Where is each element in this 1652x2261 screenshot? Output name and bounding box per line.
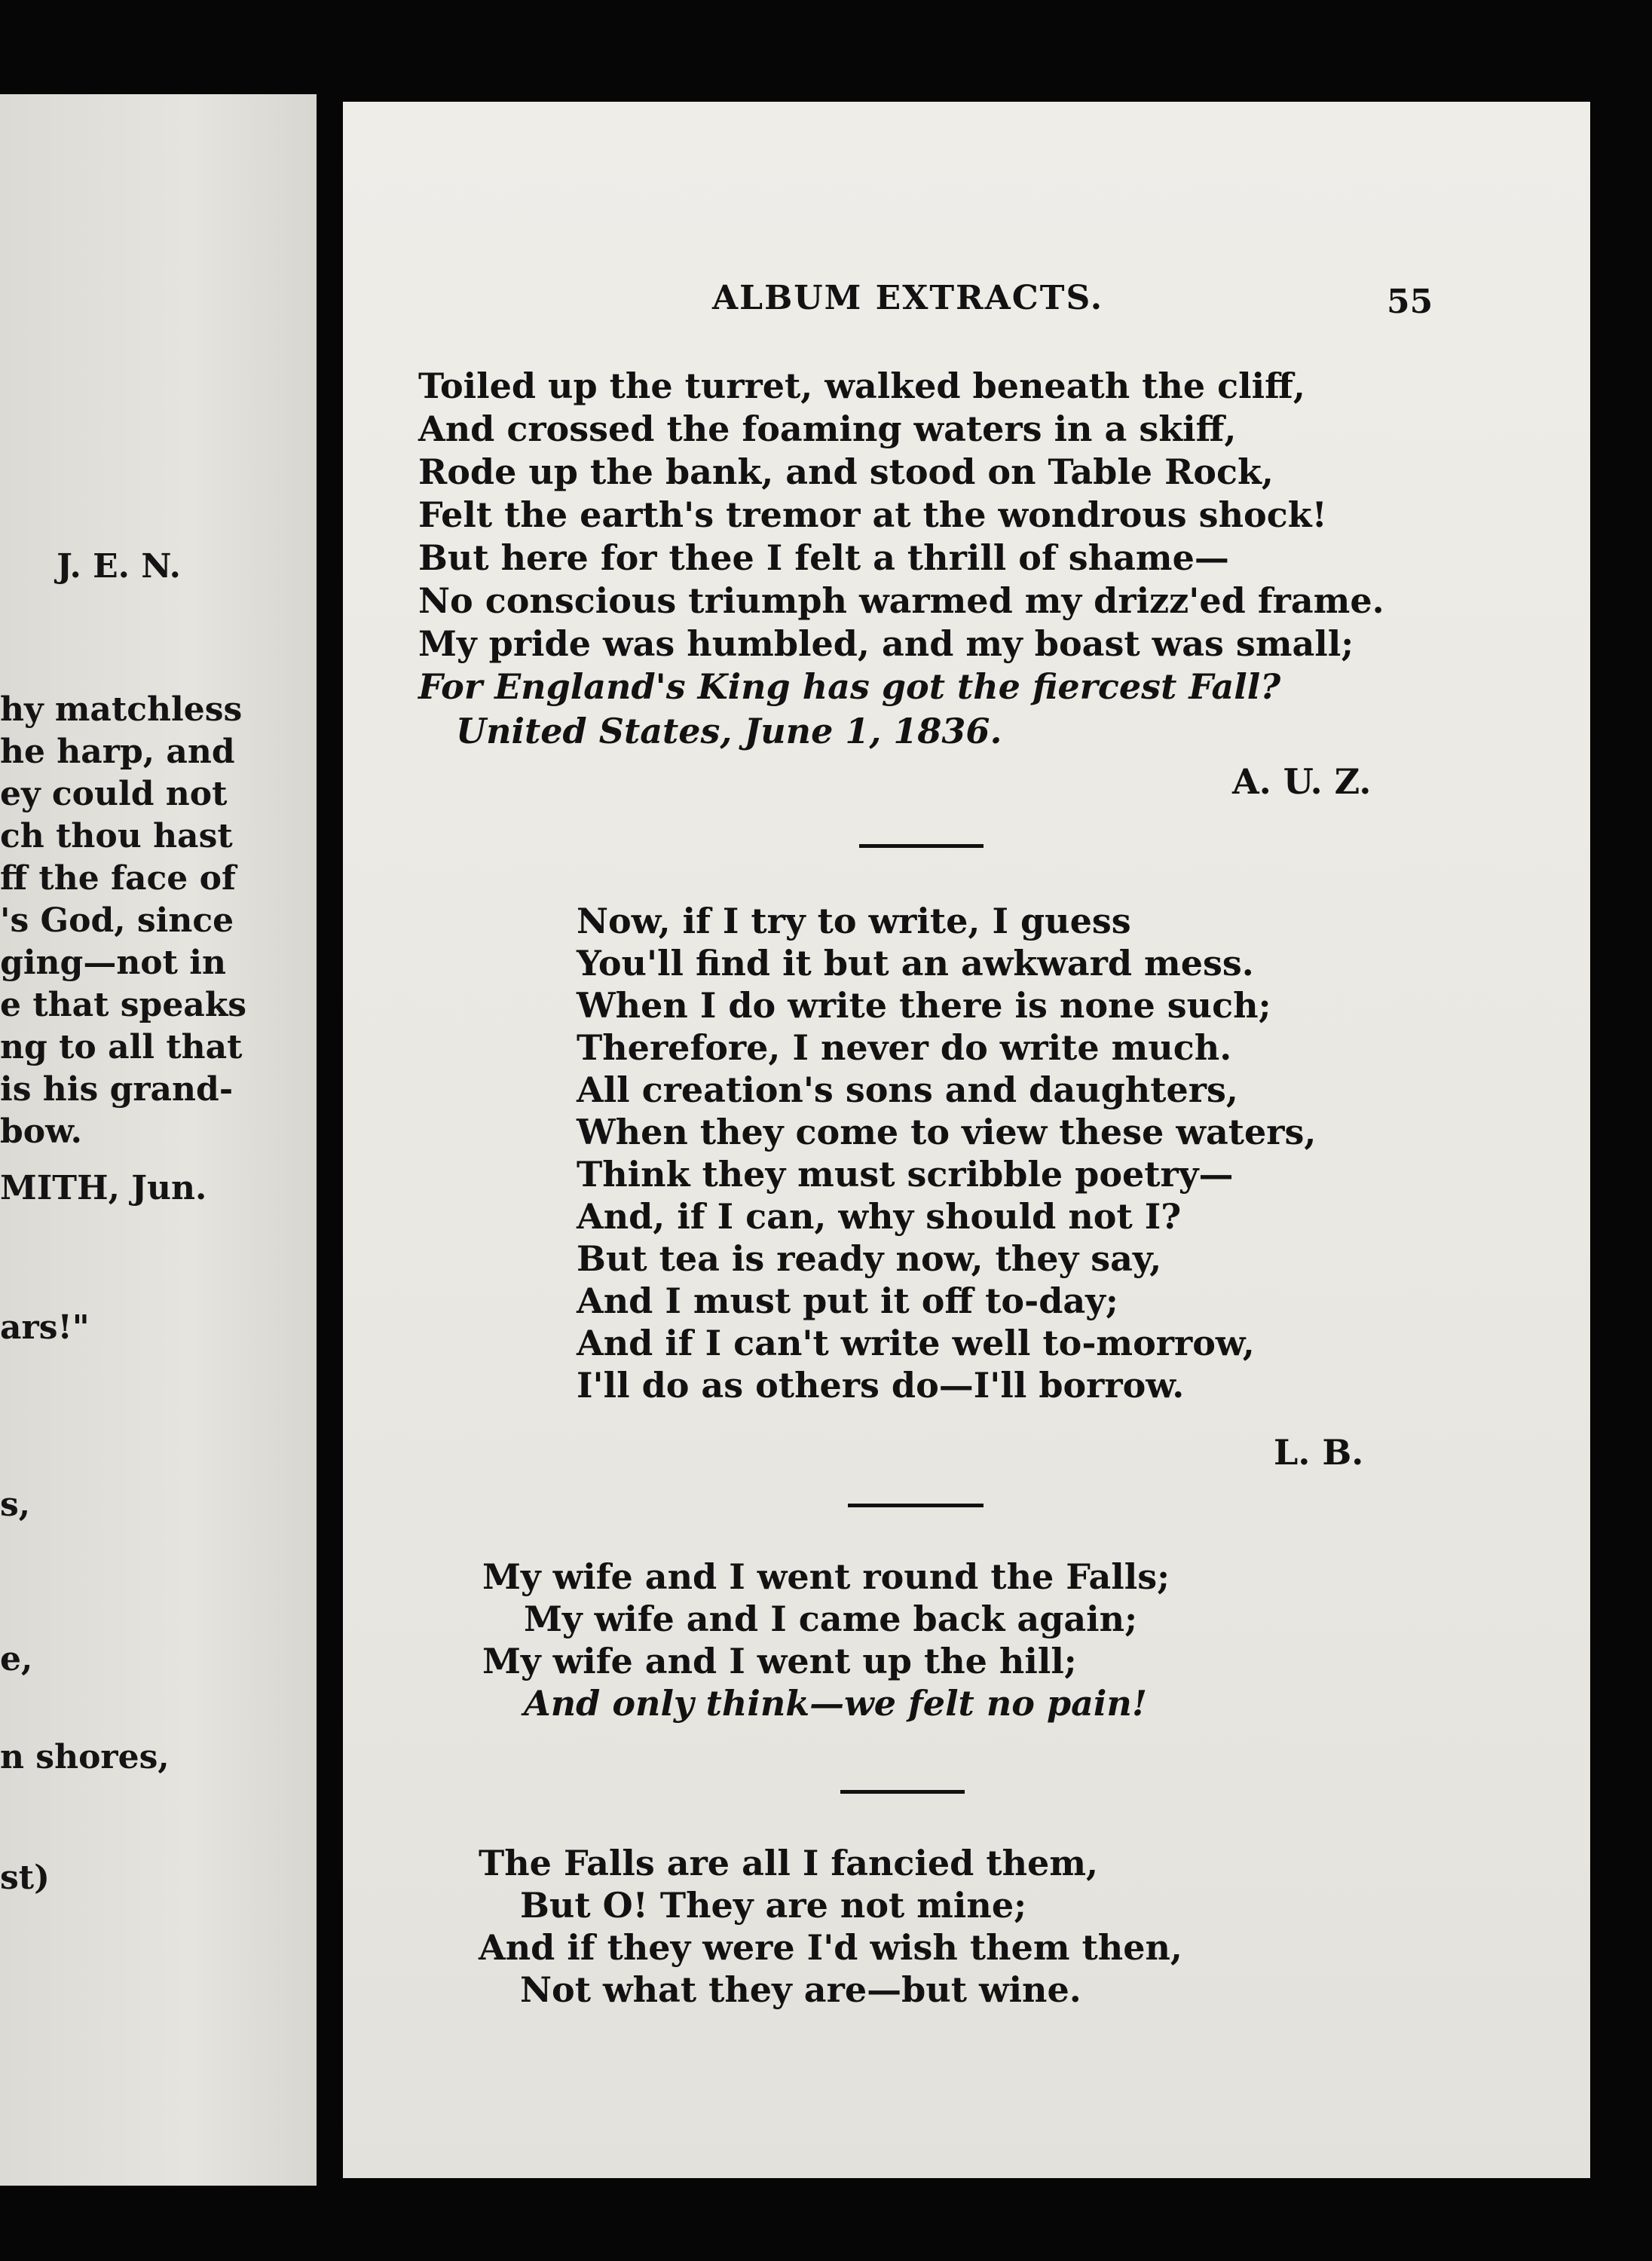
poem-line: And, if I can, why should not I? (577, 1196, 1182, 1237)
left-fragment-line: n shores, (0, 1738, 170, 1776)
left-fragment-line: e that speaks (0, 986, 247, 1024)
section-divider (848, 1504, 984, 1507)
poem-line: Rode up the bank, and stood on Table Rock, (418, 451, 1274, 492)
left-fragment-line: ng to all that (0, 1028, 243, 1066)
poem-line: And crossed the foaming waters in a skiff, (418, 408, 1237, 449)
left-fragment-line: s, (0, 1485, 31, 1524)
poem-line: Therefore, I never do write much. (577, 1027, 1232, 1068)
signature: L. B. (1274, 1432, 1364, 1473)
right-page (343, 102, 1590, 2178)
poem-line: Now, if I try to write, I guess (577, 901, 1131, 941)
left-page-fragment (0, 94, 317, 2186)
running-header: ALBUM EXTRACTS. (712, 279, 1104, 317)
signature: A. U. Z. (1232, 761, 1372, 802)
poem-line: I'll do as others do—I'll borrow. (577, 1365, 1185, 1406)
section-divider (859, 844, 984, 848)
poem-line: When they come to view these waters, (577, 1112, 1317, 1152)
poem-line: For England's King has got the fiercest Fall? (418, 666, 1281, 707)
poem-line: But O! They are not mine; (520, 1885, 1027, 1926)
poem-line: And I must put it off to-day; (577, 1280, 1118, 1321)
poem-line: And if they were I'd wish them then, (479, 1927, 1182, 1968)
poem-line: And if I can't write well to-morrow, (577, 1323, 1255, 1363)
dateline: United States, June 1, 1836. (456, 711, 1002, 751)
left-fragment-line: bow. (0, 1112, 82, 1151)
left-fragment-line: he harp, and (0, 733, 235, 771)
poem-line: No conscious triumph warmed my drizz'ed frame. (418, 580, 1384, 621)
poem-line: But here for thee I felt a thrill of shame— (418, 537, 1229, 578)
poem-line: The Falls are all I fancied them, (479, 1843, 1099, 1883)
poem-line: Not what they are—but wine. (520, 1969, 1081, 2010)
left-fragment-line: e, (0, 1640, 33, 1678)
poem-line: Felt the earth's tremor at the wondrous shock! (418, 494, 1327, 535)
poem-line: But tea is ready now, they say, (577, 1238, 1162, 1279)
poem-line: My wife and I went up the hill; (482, 1641, 1077, 1681)
left-fragment-line: st) (0, 1859, 50, 1897)
poem-line: My wife and I came back again; (524, 1599, 1138, 1639)
poem-line: When I do write there is none such; (577, 985, 1271, 1026)
left-fragment-line: J. E. N. (57, 547, 181, 586)
left-fragment-line: ey could not (0, 775, 228, 813)
poem-line: My wife and I went round the Falls; (482, 1556, 1170, 1597)
left-fragment-line: hy matchless (0, 690, 243, 729)
poem-line: My pride was humbled, and my boast was small; (418, 623, 1354, 664)
left-fragment-line: ging—not in (0, 944, 226, 982)
left-fragment-line: 's God, since (0, 901, 234, 940)
poem-line: All creation's sons and daughters, (577, 1069, 1238, 1110)
left-fragment-line: ch thou hast (0, 817, 233, 855)
left-fragment-line: ff the face of (0, 859, 236, 898)
left-fragment-line: MITH, Jun. (0, 1169, 207, 1207)
page-number: 55 (1387, 283, 1433, 321)
left-fragment-line: ars!" (0, 1308, 90, 1347)
left-fragment-line: is his grand- (0, 1070, 234, 1109)
section-divider (840, 1790, 965, 1794)
poem-line: Toiled up the turret, walked beneath the cliff, (418, 366, 1305, 406)
poem-line: You'll find it but an awkward mess. (577, 943, 1254, 984)
poem-line: And only think—we felt no pain! (524, 1683, 1148, 1724)
poem-line: Think they must scribble poetry— (577, 1154, 1234, 1195)
